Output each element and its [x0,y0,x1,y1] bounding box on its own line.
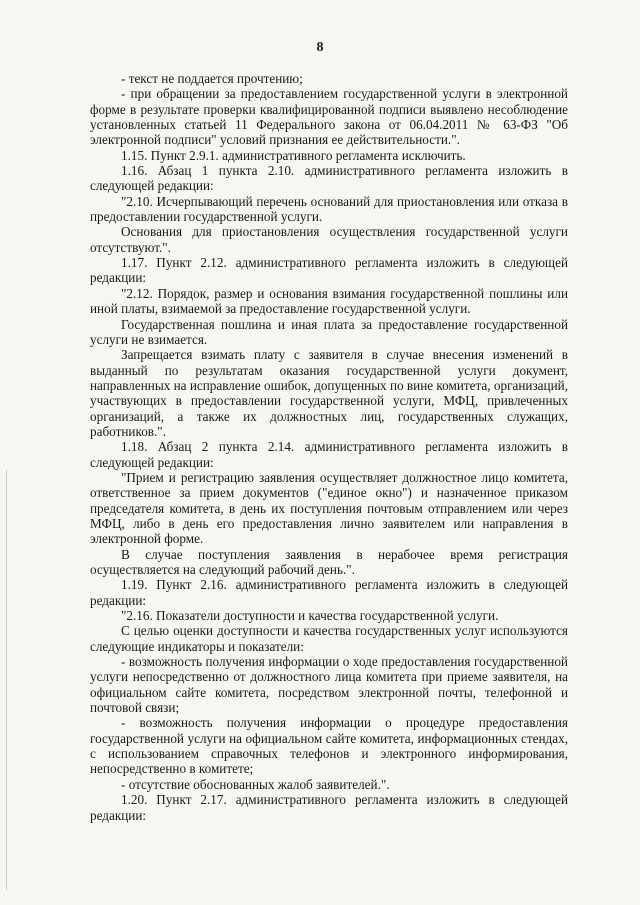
paragraph: 1.16. Абзац 1 пункта 2.10. административного регламента изложить в следующей редакции: [90,163,568,194]
paragraph: Запрещается взимать плату с заявителя в случае внесения изменений в выданный по результатам оказания государственной услуги документ, направленных на исправление ошибок, допущенных по вине комитета, организаций, участвующих в предоставлении государственной услуги, МФЦ, привлеченных организаций, а также их должностных лиц, государственных служащих, работников.". [90,347,568,439]
paragraph: - возможность получения информации о процедуре предоставления государственной услуги на официальном сайте комитета, информационных стендах, с использованием справочных телефонов и электронного информирования, непосредственно в комитете; [90,715,568,777]
paragraph: 1.18. Абзац 2 пункта 2.14. административного регламента изложить в следующей редакции: [90,439,568,470]
page-number: 8 [316,40,324,55]
document-body [90,71,568,823]
paragraph: 1.17. Пункт 2.12. административного регламента изложить в следующей редакции: [90,255,568,286]
paragraph: Государственная пошлина и иная плата за предоставление государственной услуги не взимается. [90,316,568,347]
paragraph: С целью оценки доступности и качества государственных услуг используются следующие индикаторы и показатели: [90,623,568,654]
paragraph: - текст не поддается прочтению; [121,71,303,86]
paragraph: Основания для приостановления осуществления государственной услуги отсутствуют.". [90,224,568,255]
paragraph: "2.10. Исчерпывающий перечень оснований для приостановления или отказа в предоставлении государственной услуги. [90,193,568,225]
scan-margin-line [6,470,7,890]
paragraph: 1.15. Пункт 2.9.1. административного регламента исключить. [121,147,466,163]
paragraph: - возможность получения информации о ходе предоставления государственной услуги непосредственно от должностного лица комитета при приеме заявителя, на официальном сайте комитета, посредством электронной почты, телефонной и почтовой связи; [90,654,568,716]
paragraph: 1.20. Пункт 2.17. административного регламента изложить в следующей редакции: [90,792,568,823]
paragraph: "2.12. Порядок, размер и основания взимания государственной пошлины или иной платы, взимаемой за предоставление государственной услуги. [90,285,568,317]
paragraph: "Прием и регистрацию заявления осуществляет должностное лицо комитета, ответственное за прием документов ("единое окно") и назначенное приказом председателя комитета, в день их поступления почтовым отправлением или через МФЦ, либо в день его предоставления лично заявителем или направления в электронной форме. [90,469,568,547]
paragraph: - отсутствие обоснованных жалоб заявителей.". [121,776,390,792]
paragraph: "2.16. Показатели доступности и качества государственной услуги. [121,608,499,624]
paragraph: 1.19. Пункт 2.16. административного регламента изложить в следующей редакции: [90,577,568,608]
paragraph: В случае поступления заявления в нерабочее время регистрация осуществляется на следующий рабочий день.". [90,546,568,577]
paragraph: - при обращении за предоставлением государственной услуги в электронной форме в результате проверки квалифицированной подписи выявлено несоблюдение установленных статьей 11 Федерального закона от 06.04.2011 № 63-ФЗ "Об электронной подписи" условий признания ее действительности.". [90,86,568,148]
